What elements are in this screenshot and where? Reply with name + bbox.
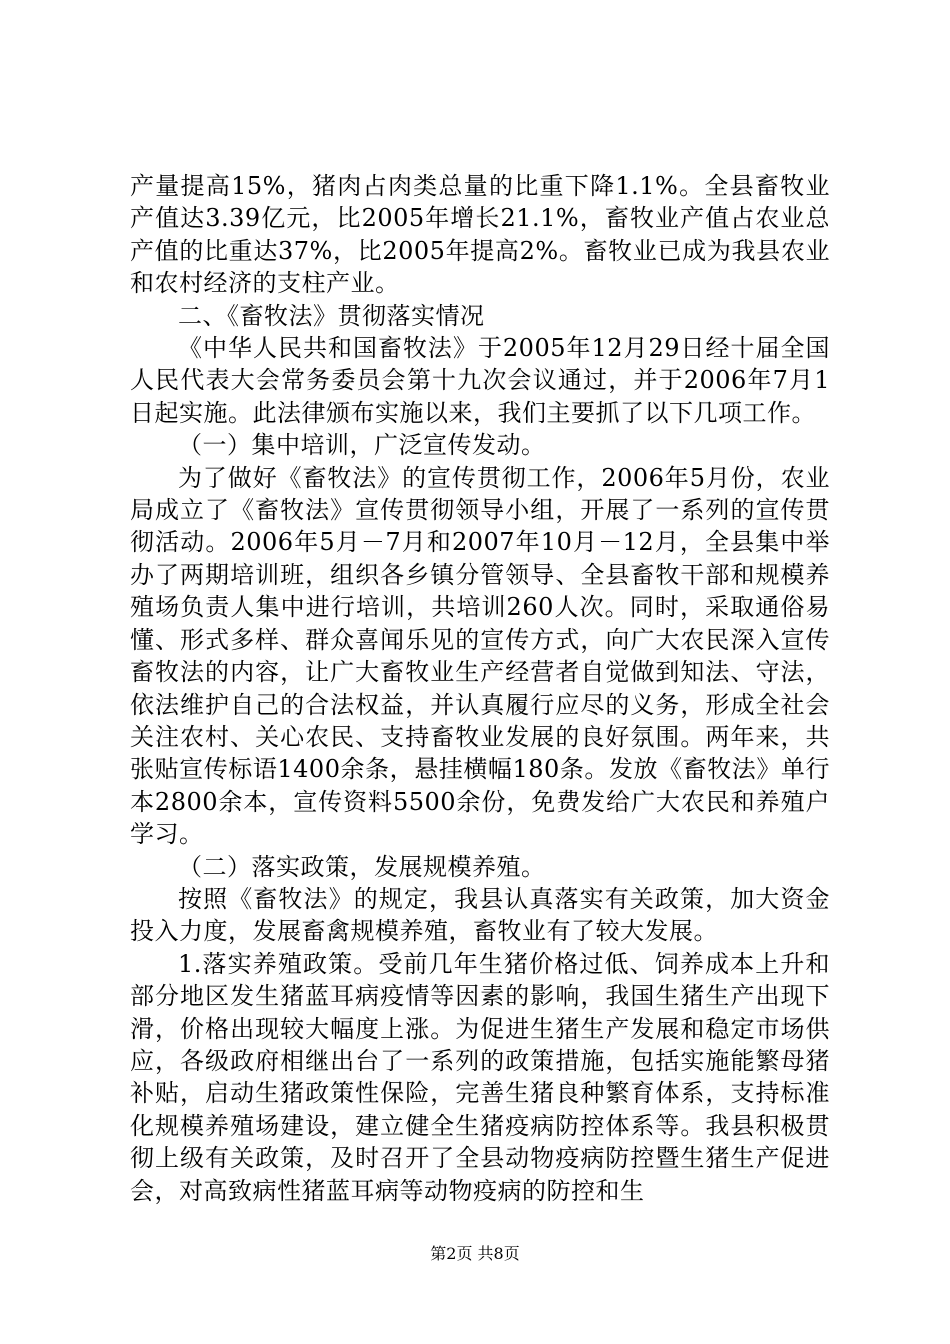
document-body (130, 170, 830, 1207)
subheading-training-publicity: （一）集中培训，广泛宣传发动。 (178, 431, 546, 460)
paragraph-training-details: 为了做好《畜牧法》的宣传贯彻工作，2006年5月份，农业局成立了《畜牧法》宣传贯彻领导小组，开展了一系列的宣传贯彻活动。2006年5月－7月和2007年10月－12月，全县集中举办了两期培训班，组织各乡镇分管领导、全县畜牧干部和规模养殖场负责人集中进行培训，共培训260人次。同时，采取通俗易懂、形式多样、群众喜闻乐见的宣传方式，向广大农民深入宣传畜牧法的内容，让广大畜牧业生产经营者自觉做到知法、守法，依法维护自己的合法权益，并认真履行应尽的义务，形成全社会关注农村、关心农民、支持畜牧业发展的良好氛围。两年来，共张贴宣传标语1400余条，悬挂横幅180条。发放《畜牧法》单行本2800余本，宣传资料5500余份，免费发给广大农民和养殖户学习。 (130, 463, 830, 849)
subheading-policy-scale-farming: （二）落实政策，发展规模养殖。 (178, 852, 546, 881)
paragraph-law-introduction: 《中华人民共和国畜牧法》于2005年12月29日经十届全国人民代表大会常务委员会第十九次会议通过，并于2006年7月1日起实施。此法律颁布实施以来，我们主要抓了以下几项工作。 (130, 334, 830, 427)
paragraph-policy-overview: 按照《畜牧法》的规定，我县认真落实有关政策，加大资金投入力度，发展畜禽规模养殖，畜牧业有了较大发展。 (130, 884, 830, 946)
paragraph-production-summary: 产量提高15%，猪肉占肉类总量的比重下降1.1%。全县畜牧业产值达3.39亿元，比2005年增长21.1%，畜牧业产值占农业总产值的比重达37%，比2005年提高2%。畜牧业已成为我县农业和农村经济的支柱产业。 (130, 172, 830, 298)
page-number-footer: 第2页 共8页 (430, 1244, 520, 1263)
section-heading-implementation: 二、《畜牧法》贯彻落实情况 (178, 301, 485, 330)
paragraph-breeding-policy: 1.落实养殖政策。受前几年生猪价格过低、饲养成本上升和部分地区发生猪蓝耳病疫情等因素的影响，我国生猪生产出现下滑，价格出现较大幅度上涨。为促进生猪生产发展和稳定市场供应，各级政府相继出台了一系列的政策措施，包括实施能繁母猪补贴，启动生猪政策性保险，完善生猪良种繁育体系，支持标准化规模养殖场建设，建立健全生猪疫病防控体系等。我县积极贯彻上级有关政策，及时召开了全县动物疫病防控暨生猪生产促进会，对高致病性猪蓝耳病等动物疫病的防控和生 (130, 949, 830, 1205)
